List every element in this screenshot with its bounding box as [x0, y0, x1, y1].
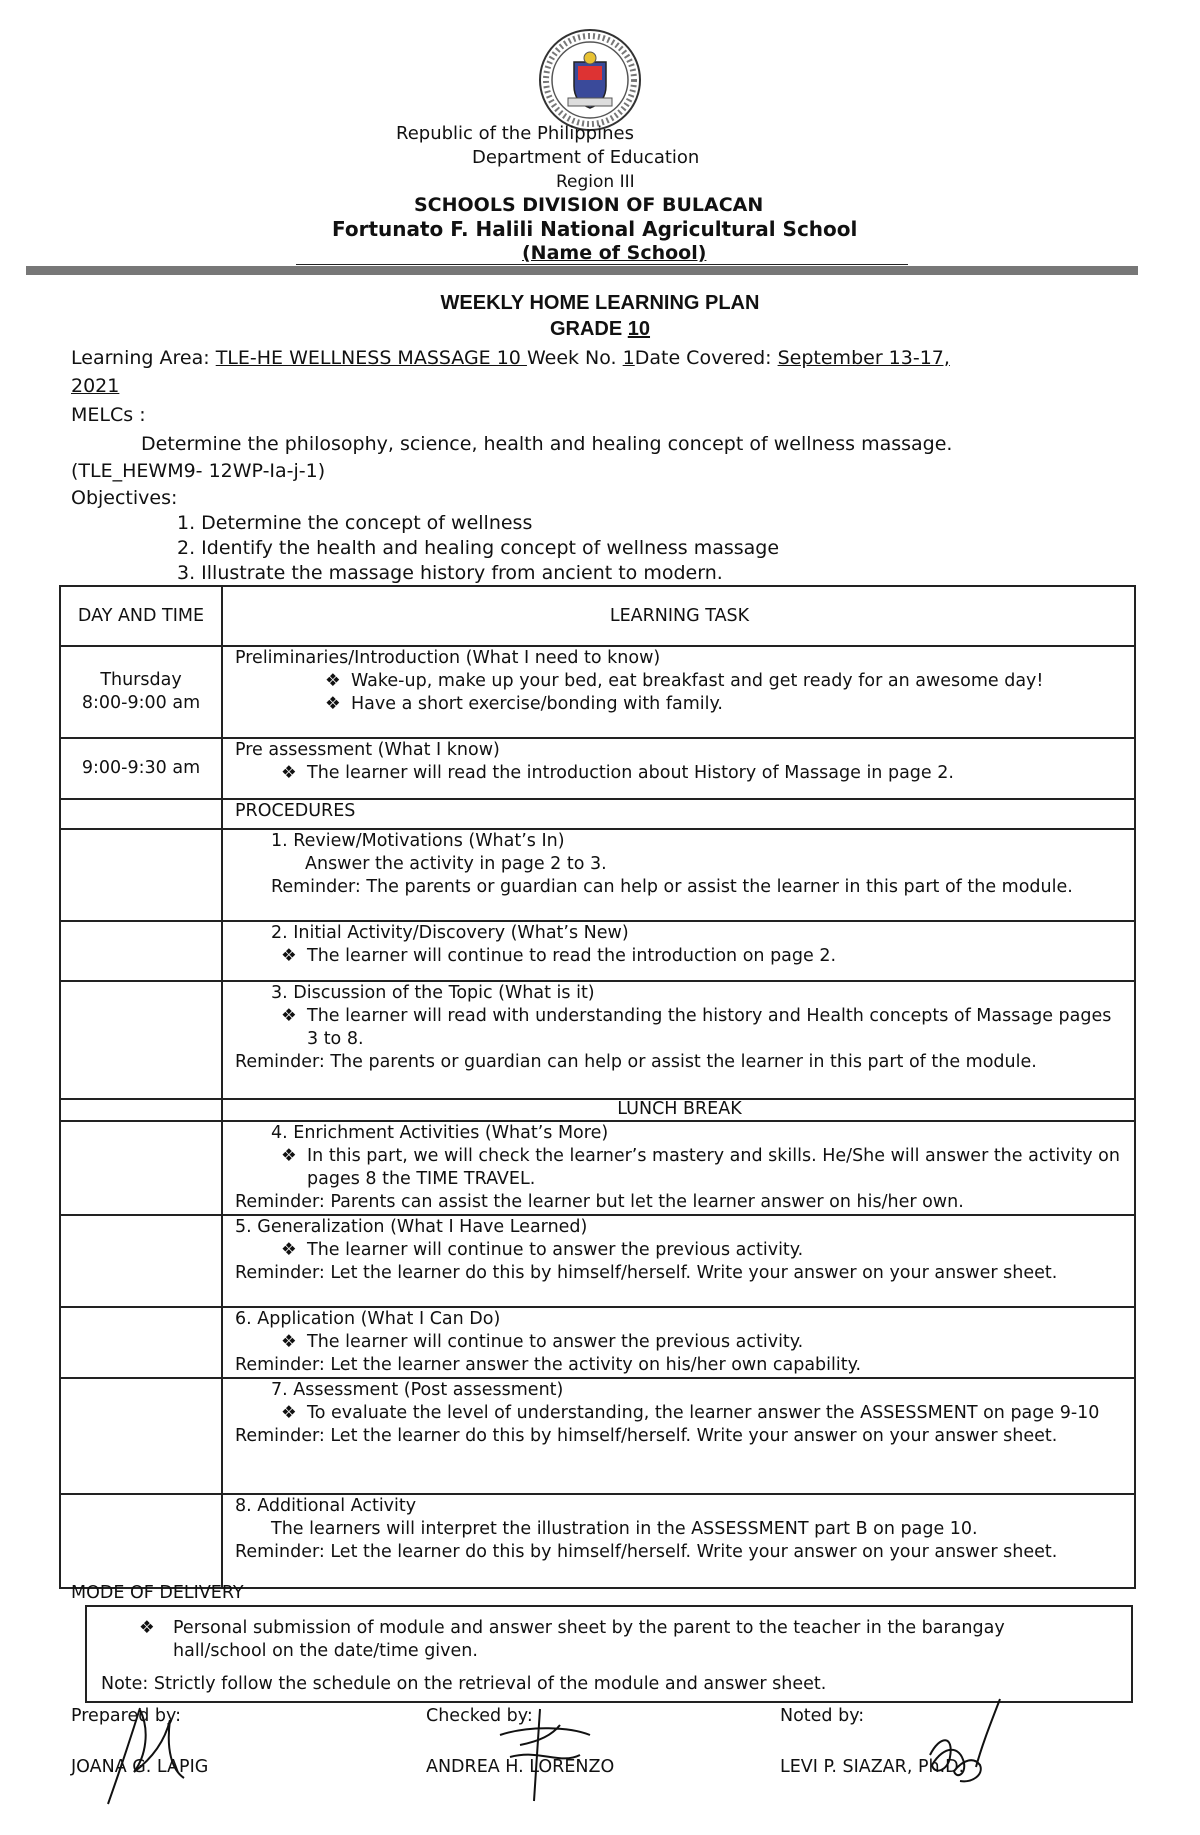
department-line: Department of Education — [472, 147, 700, 168]
bullet-diamond-icon: ❖ — [281, 763, 297, 783]
table-row — [60, 799, 1135, 829]
checked-by-label: Checked by: — [426, 1706, 533, 1726]
bullet-diamond-icon: ❖ — [139, 1618, 155, 1638]
objective-item: 1. Determine the concept of wellness — [177, 512, 533, 534]
noted-by-name: LEVI P. SIAZAR, Ph.D. — [780, 1757, 965, 1777]
table-row — [60, 1494, 1135, 1588]
day-time-cell — [60, 1307, 222, 1378]
lunch-break-cell: LUNCH BREAK — [222, 1099, 1135, 1121]
region-line: Region III — [556, 172, 635, 192]
school-name-label: (Name of School) — [522, 242, 707, 264]
learning-task-cell: Preliminaries/Introduction (What I need to know) ❖ Wake-up, make up your bed, eat breakfast and get ready for an awesome day! ❖ Have a short exercise/bonding with family. — [222, 646, 1135, 738]
bullet-diamond-icon: ❖ — [281, 946, 297, 966]
checked-by-name: ANDREA H. LORENZO — [426, 1757, 615, 1777]
melc-text: Determine the philosophy, science, health and healing concept of wellness massage. — [141, 433, 953, 455]
day-time-cell — [60, 829, 222, 921]
day-time-cell — [60, 1378, 222, 1494]
table-row — [60, 1378, 1135, 1494]
learning-task-cell: Pre assessment (What I know) ❖ The learner will read the introduction about History of Massage in page 2. — [222, 738, 1135, 799]
melcs-label: MELCs : — [71, 404, 146, 426]
learning-area-value: TLE-HE WELLNESS MASSAGE 10 — [215, 347, 527, 369]
bullet-item: ❖ The learner will continue to read the introduction on page 2. — [281, 946, 837, 966]
learning-area-label: Learning Area: — [71, 347, 216, 369]
table-row — [60, 1215, 1135, 1307]
day-time-cell: Thursday 8:00-9:00 am — [60, 646, 222, 738]
week-label: Week No. — [526, 347, 623, 369]
grade-value: 10 — [627, 318, 651, 340]
bullet-item: ❖ Wake-up, make up your bed, eat breakfast and get ready for an awesome day! — [325, 671, 1044, 691]
day-time-cell — [60, 1099, 222, 1121]
table-row — [60, 829, 1135, 921]
table-row — [60, 646, 1135, 738]
objective-item: 2. Identify the health and healing concept of wellness massage — [177, 537, 780, 559]
delivery-note: Note: Strictly follow the schedule on the retrieval of the module and answer sheet. — [101, 1674, 827, 1694]
day-time-cell — [60, 1121, 222, 1215]
learning-task-cell: 1. Review/Motivations (What’s In) Answer the activity in page 2 to 3. Reminder: The parents or guardian can help or assist the learner in this part of the module. — [222, 829, 1135, 921]
date-year: 2021 — [71, 375, 120, 397]
table-row — [60, 1121, 1135, 1215]
table-row — [60, 981, 1135, 1099]
delivery-line: hall/school on the date/time given. — [173, 1641, 478, 1661]
bullet-item: ❖ The learner will read with understanding the history and Health concepts of Massage pages 3 to 8. — [281, 1006, 1112, 1049]
republic-line: Republic of the Philippines — [396, 123, 634, 144]
table-header-row — [60, 586, 1135, 646]
learning-area-line — [71, 346, 950, 370]
mode-of-delivery-label: MODE OF DELIVERY — [71, 1583, 244, 1603]
day-time-cell — [60, 1215, 222, 1307]
deped-seal-icon — [538, 28, 642, 132]
noted-by-label: Noted by: — [780, 1706, 865, 1726]
objective-item: 3. Illustrate the massage history from ancient to modern. — [177, 562, 723, 584]
learning-task-cell: 2. Initial Activity/Discovery (What’s New) ❖ The learner will continue to read the introduction on page 2. — [222, 921, 1135, 981]
prepared-by-name: JOANA G. LAPIG — [71, 1757, 209, 1777]
bullet-diamond-icon: ❖ — [325, 671, 341, 691]
bullet-diamond-icon: ❖ — [281, 1403, 297, 1423]
prepared-by-label: Prepared by: — [71, 1706, 181, 1726]
mode-of-delivery-box — [85, 1605, 1133, 1703]
date-label: Date Covered: — [634, 347, 778, 369]
learning-task-cell: 7. Assessment (Post assessment) ❖ To evaluate the level of understanding, the learner answer the ASSESSMENT on page 9-10 Reminder: Let the learner do this by himself/herself. Write your answer on your answer sheet. — [222, 1378, 1135, 1494]
school-name-underline — [296, 264, 908, 265]
day-time-cell — [60, 1494, 222, 1588]
grade-title — [0, 318, 1200, 341]
bullet-item: ❖ The learner will continue to answer the previous activity. — [281, 1332, 804, 1352]
table-row — [60, 1099, 1135, 1121]
table-row — [60, 1307, 1135, 1378]
bullet-diamond-icon: ❖ — [281, 1006, 297, 1026]
melc-code: (TLE_HEWM9- 12WP-Ia-j-1) — [71, 460, 326, 482]
learning-task-header: LEARNING TASK — [222, 586, 1135, 646]
grade-prefix: GRADE — [549, 318, 628, 340]
division-line: SCHOOLS DIVISION OF BULACAN — [414, 194, 764, 216]
day-time-cell — [60, 799, 222, 829]
bullet-item: ❖ To evaluate the level of understanding, the learner answer the ASSESSMENT on page 9-10 — [281, 1403, 1100, 1423]
bullet-item: ❖ The learner will continue to answer the previous activity. — [281, 1240, 804, 1260]
bullet-item: ❖ Have a short exercise/bonding with family. — [325, 694, 723, 714]
table-row — [60, 921, 1135, 981]
day-time-cell — [60, 921, 222, 981]
header-divider — [26, 266, 1138, 275]
learning-task-cell: 8. Additional Activity The learners will interpret the illustration in the ASSESSMENT part B on page 10. Reminder: Let the learner do this by himself/herself. Write your answer on your answer sheet. — [222, 1494, 1135, 1588]
learning-task-cell: 6. Application (What I Can Do) ❖ The learner will continue to answer the previous activity. Reminder: Let the learner answer the activity on his/her own capability. — [222, 1307, 1135, 1378]
learning-plan-table — [59, 585, 1136, 1589]
delivery-line: Personal submission of module and answer sheet by the parent to the teacher in the barangay — [173, 1618, 1005, 1638]
bullet-diamond-icon: ❖ — [325, 694, 341, 714]
signature-icon — [920, 1695, 1010, 1795]
signature-icon — [100, 1700, 190, 1810]
bullet-diamond-icon: ❖ — [281, 1332, 297, 1352]
bullet-diamond-icon: ❖ — [281, 1240, 297, 1260]
day-time-cell — [60, 981, 222, 1099]
objectives-label: Objectives: — [71, 487, 178, 509]
week-value: 1 — [622, 347, 635, 369]
school-name: Fortunato F. Halili National Agricultural School — [332, 217, 858, 241]
signature-icon — [480, 1705, 600, 1805]
plan-title: WEEKLY HOME LEARNING PLAN — [440, 292, 760, 314]
day-time-cell: 9:00-9:30 am — [60, 738, 222, 799]
learning-task-cell: 4. Enrichment Activities (What’s More) ❖ In this part, we will check the learner’s mastery and skills. He/She will answer the activity on pages 8 the TIME TRAVEL. Reminder: Parents can assist the learner but let the learner answer on his/her own. — [222, 1121, 1135, 1215]
bullet-diamond-icon: ❖ — [281, 1146, 297, 1166]
date-value: September 13-17, — [777, 347, 950, 369]
bullet-item: ❖ The learner will read the introduction about History of Massage in page 2. — [281, 763, 954, 783]
bullet-item: ❖ In this part, we will check the learner’s mastery and skills. He/She will answer the activity on pages 8 the TIME TRAVEL. — [281, 1146, 1120, 1189]
learning-task-cell: 5. Generalization (What I Have Learned) ❖ The learner will continue to answer the previous activity. Reminder: Let the learner do this by himself/herself. Write your answer on your answer sheet. — [222, 1215, 1135, 1307]
table-row — [60, 738, 1135, 799]
procedures-cell: PROCEDURES — [222, 799, 1135, 829]
learning-task-cell: 3. Discussion of the Topic (What is it) ❖ The learner will read with understanding the history and Health concepts of Massage pages 3 to 8. Reminder: The parents or guardian can help or assist the learner in this part of the module. — [222, 981, 1135, 1099]
day-time-header: DAY AND TIME — [60, 586, 222, 646]
